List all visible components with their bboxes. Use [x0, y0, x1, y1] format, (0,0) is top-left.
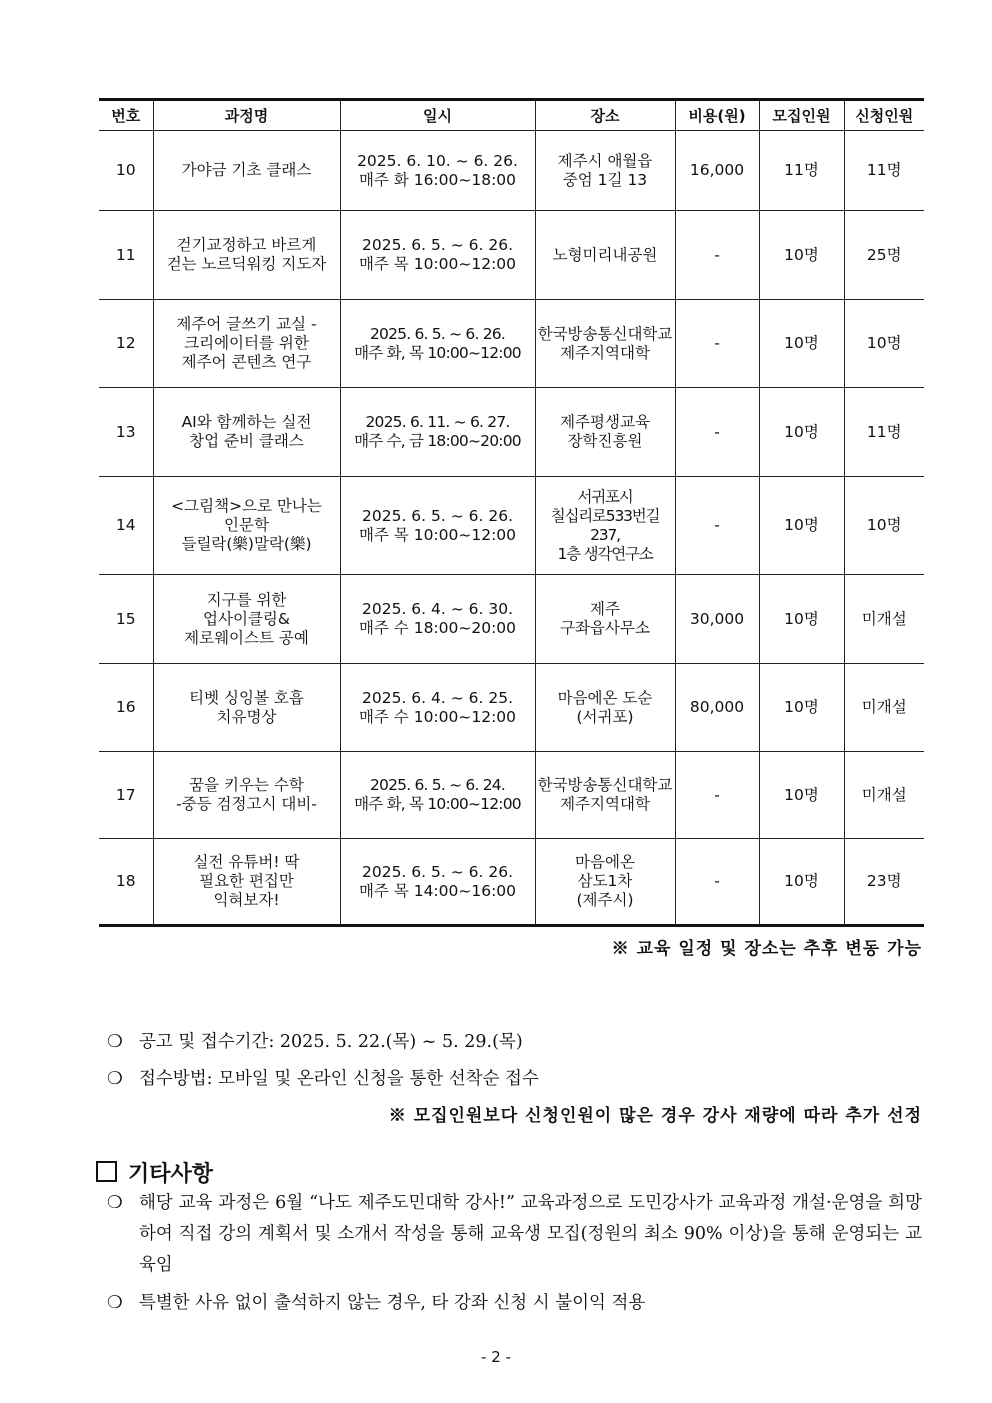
cell-applicants: 미개설	[844, 752, 924, 839]
place-line: 칠십리로533번길 237,	[550, 506, 660, 544]
header-course: 과정명	[153, 100, 340, 131]
cell-place	[535, 388, 675, 477]
place-line: 제주	[590, 600, 620, 618]
etc-item	[107, 1288, 922, 1319]
checkbox-square-icon	[96, 1161, 117, 1182]
cell-capacity: 10명	[759, 839, 844, 926]
schedule-line: 2025. 6. 5. ~ 6. 24.	[369, 776, 505, 794]
course-line: 필요한 편집만	[199, 872, 294, 890]
place-line: (서귀포)	[576, 707, 634, 726]
cell-schedule	[340, 575, 535, 664]
cell-no: 10	[99, 131, 153, 211]
section-title: 기타사항	[128, 1162, 214, 1187]
schedule-line: 2025. 6. 4. ~ 6. 25.	[361, 688, 513, 707]
course-line: 가야금 기초 클래스	[181, 161, 312, 179]
cell-schedule	[340, 131, 535, 211]
cell-place	[535, 300, 675, 388]
application-period-text: 공고 및 접수기간: 2025. 5. 22.(목) ~ 5. 29.(목)	[139, 1032, 523, 1052]
cell-course	[153, 131, 340, 211]
course-line: 제주어 글쓰기 교실 -	[176, 315, 317, 333]
cell-place	[535, 839, 675, 926]
cell-place	[535, 575, 675, 664]
circle-bullet-icon: ❍	[107, 1069, 123, 1089]
place-line: 한국방송통신대학교	[537, 776, 673, 794]
course-line: AI와 함께하는 실전	[181, 413, 312, 431]
circle-bullet-icon: ❍	[107, 1032, 123, 1052]
schedule-line: 매주 목 10:00~12:00	[358, 525, 517, 544]
cell-no: 11	[99, 211, 153, 300]
cell-schedule	[340, 752, 535, 839]
course-line: 티벳 싱잉볼 호흡	[189, 688, 304, 707]
cell-capacity: 10명	[759, 575, 844, 664]
schedule-line: 매주 수 18:00~20:00	[358, 619, 517, 637]
course-line: 제주어 콘텐츠 연구	[181, 353, 312, 371]
schedule-line: 2025. 6. 5. ~ 6. 26.	[369, 324, 505, 343]
schedule-line: 2025. 6. 5. ~ 6. 26.	[361, 506, 513, 525]
course-line: <그림책>으로 만나는	[171, 497, 322, 515]
cell-capacity: 10명	[759, 752, 844, 839]
table-row	[99, 131, 924, 211]
place-line: 구좌읍사무소	[560, 619, 650, 637]
cell-no: 14	[99, 477, 153, 575]
course-table	[99, 98, 924, 927]
place-line: 제주지역대학	[560, 343, 650, 362]
cell-applicants: 11명	[844, 131, 924, 211]
circle-bullet-icon: ❍	[107, 1293, 123, 1313]
course-line: 꿈을 키우는 수학	[189, 776, 304, 794]
cell-course	[153, 839, 340, 926]
cell-applicants: 미개설	[844, 664, 924, 752]
course-line: 걷는 노르딕워킹 지도자	[166, 255, 327, 273]
cell-no: 17	[99, 752, 153, 839]
application-period	[107, 1028, 523, 1053]
place-line: 한국방송통신대학교	[537, 324, 673, 343]
cell-schedule	[340, 839, 535, 926]
course-line: 인문학	[224, 516, 269, 534]
header-applicants: 신청인원	[844, 100, 924, 131]
place-line: 서귀포시	[577, 487, 633, 506]
etc-item-text: 해당 교육 과정은 6월 “나도 제주도민대학 강사!” 교육과정으로 도민강사가 교육과정 개설·운영을 희망하여 직접 강의 계획서 및 소개서 작성을 통해 교육생 모집(정원의 최소 90% 이상)을 통해 운영되는 교육임	[139, 1193, 922, 1275]
table-row	[99, 839, 924, 926]
cell-place	[535, 131, 675, 211]
cell-course	[153, 664, 340, 752]
table-row	[99, 477, 924, 575]
schedule-line: 2025. 6. 4. ~ 6. 30.	[361, 600, 513, 618]
cell-capacity: 11명	[759, 131, 844, 211]
schedule-line: 2025. 6. 5. ~ 6. 26.	[361, 862, 513, 881]
cell-applicants: 23명	[844, 839, 924, 926]
cell-cost: 30,000	[675, 575, 759, 664]
place-line: 마음에온	[575, 853, 635, 871]
etc-item	[107, 1188, 922, 1281]
schedule-change-note: ※ 교육 일정 및 장소는 추후 변동 가능	[611, 939, 922, 959]
cell-applicants: 25명	[844, 211, 924, 300]
cell-place	[535, 664, 675, 752]
place-line: 삼도1차	[577, 872, 633, 890]
schedule-line: 매주 화, 목 10:00~12:00	[354, 795, 521, 813]
course-line: 크리에이터를 위한	[184, 334, 309, 352]
place-line: 제주시 애월읍	[557, 151, 653, 170]
table-row	[99, 664, 924, 752]
cell-cost: 80,000	[675, 664, 759, 752]
cell-cost: -	[675, 388, 759, 477]
place-line: 장학진흥원	[567, 432, 643, 450]
schedule-line: 2025. 6. 10. ~ 6. 26.	[357, 151, 518, 170]
cell-no: 13	[99, 388, 153, 477]
section-heading	[96, 1157, 213, 1188]
schedule-line: 매주 수 10:00~12:00	[358, 707, 517, 726]
cell-cost: -	[675, 477, 759, 575]
cell-place	[535, 211, 675, 300]
cell-no: 16	[99, 664, 153, 752]
cell-place	[535, 477, 675, 575]
cell-capacity: 10명	[759, 664, 844, 752]
cell-course	[153, 575, 340, 664]
cell-schedule	[340, 477, 535, 575]
cell-cost: -	[675, 211, 759, 300]
cell-applicants: 11명	[844, 388, 924, 477]
schedule-line: 매주 목 10:00~12:00	[358, 255, 517, 273]
course-line: 업사이클링&	[203, 609, 290, 628]
table-header-row	[99, 100, 924, 131]
place-line: 마음에온 도순	[557, 688, 653, 707]
cell-applicants: 미개설	[844, 575, 924, 664]
cell-place	[535, 752, 675, 839]
cell-schedule	[340, 300, 535, 388]
place-line: 노형미리내공원	[552, 245, 658, 264]
cell-schedule	[340, 388, 535, 477]
schedule-line: 매주 목 14:00~16:00	[358, 881, 517, 900]
cell-applicants: 10명	[844, 477, 924, 575]
cell-no: 12	[99, 300, 153, 388]
course-line: 치유명상	[216, 707, 277, 726]
cell-capacity: 10명	[759, 300, 844, 388]
cell-schedule	[340, 211, 535, 300]
table-row	[99, 575, 924, 664]
cell-course	[153, 211, 340, 300]
header-schedule: 일시	[340, 100, 535, 131]
cell-course	[153, 388, 340, 477]
table-row	[99, 300, 924, 388]
course-line: 창업 준비 클래스	[189, 432, 304, 450]
course-line: -중등 검정고시 대비-	[176, 795, 317, 813]
place-line: (제주시)	[576, 891, 634, 909]
cell-course	[153, 300, 340, 388]
course-line: 제로웨이스트 공예	[184, 628, 309, 647]
cell-capacity: 10명	[759, 477, 844, 575]
table-row	[99, 388, 924, 477]
cell-cost: -	[675, 752, 759, 839]
schedule-line: 매주 수, 금 18:00~20:00	[354, 432, 521, 450]
course-line: 익혀보자!	[213, 891, 280, 909]
schedule-line: 매주 화 16:00~18:00	[358, 170, 517, 189]
course-line: 걷기교정하고 바르게	[176, 236, 317, 254]
place-line: 제주지역대학	[560, 795, 650, 813]
schedule-line: 2025. 6. 11. ~ 6. 27.	[365, 413, 510, 431]
schedule-line: 2025. 6. 5. ~ 6. 26.	[361, 236, 513, 254]
place-line: 중엄 1길 13	[562, 170, 648, 189]
application-method	[107, 1065, 539, 1090]
cell-course	[153, 477, 340, 575]
course-line: 지구를 위한	[206, 590, 287, 609]
table-row	[99, 211, 924, 300]
table-row	[99, 752, 924, 839]
selection-note: ※ 모집인원보다 신청인원이 많은 경우 강사 재량에 따라 추가 선정	[388, 1106, 922, 1126]
header-number: 번호	[99, 100, 153, 131]
cell-capacity: 10명	[759, 388, 844, 477]
cell-capacity: 10명	[759, 211, 844, 300]
course-line: 들릴락(樂)말락(樂)	[181, 535, 312, 553]
place-line: 제주평생교육	[560, 413, 650, 431]
cell-cost: -	[675, 839, 759, 926]
header-capacity: 모집인원	[759, 100, 844, 131]
cell-cost: 16,000	[675, 131, 759, 211]
schedule-line: 매주 화, 목 10:00~12:00	[354, 343, 521, 362]
page-number: - 2 -	[481, 1348, 511, 1366]
cell-schedule	[340, 664, 535, 752]
cell-no: 18	[99, 839, 153, 926]
cell-cost: -	[675, 300, 759, 388]
cell-applicants: 10명	[844, 300, 924, 388]
application-method-text: 접수방법: 모바일 및 온라인 신청을 통한 선착순 접수	[139, 1069, 539, 1089]
cell-course	[153, 752, 340, 839]
header-place: 장소	[535, 100, 675, 131]
place-line: 1층 생각연구소	[557, 544, 653, 563]
course-line: 실전 유튜버! 딱	[193, 853, 300, 871]
header-cost: 비용(원)	[675, 100, 759, 131]
cell-no: 15	[99, 575, 153, 664]
etc-item-text: 특별한 사유 없이 출석하지 않는 경우, 타 강좌 신청 시 불이익 적용	[139, 1293, 646, 1313]
circle-bullet-icon: ❍	[107, 1193, 123, 1213]
